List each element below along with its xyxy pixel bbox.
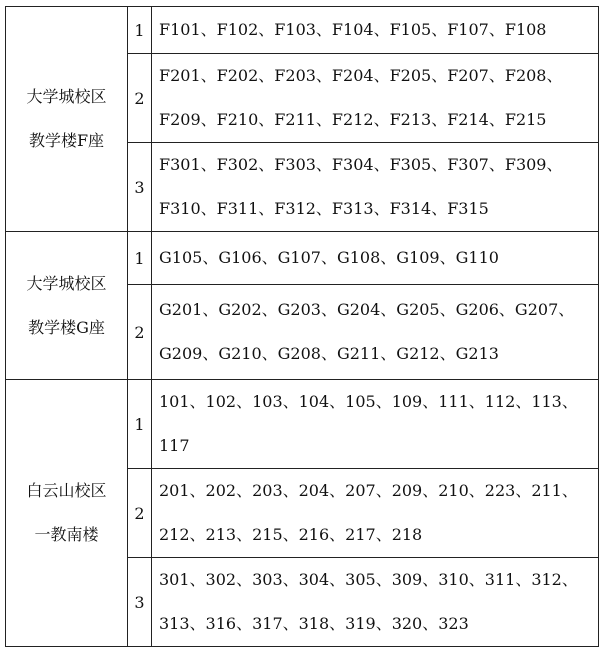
table-row	[6, 380, 599, 469]
room-list-line: 212、213、215、216、217、218	[159, 525, 423, 544]
room-list-line: 117	[159, 436, 190, 455]
building-cell	[6, 232, 128, 380]
room-list	[152, 143, 599, 232]
floor-number: 1	[128, 380, 152, 469]
table-row	[6, 232, 599, 285]
room-list-line: 101、102、103、104、105、109、111、112、113、	[159, 392, 578, 411]
campus-label: 大学城校区	[26, 87, 107, 106]
floor-number: 1	[128, 232, 152, 285]
room-list-line: F209、F210、F211、F212、F213、F214、F215	[159, 110, 547, 129]
floor-number: 3	[128, 143, 152, 232]
building-label: 一教南楼	[34, 525, 99, 544]
room-list	[152, 7, 599, 54]
room-list	[152, 558, 599, 647]
floor-number: 2	[128, 54, 152, 143]
building-cell	[6, 7, 128, 232]
room-list-line: G105、G106、G107、G108、G109、G110	[159, 248, 499, 267]
campus-label: 大学城校区	[26, 273, 107, 293]
room-list-line: G201、G202、G203、G204、G205、G206、G207、	[159, 300, 575, 319]
room-list-line: F101、F102、F103、F104、F105、F107、F108	[159, 20, 547, 39]
room-list	[152, 380, 599, 469]
floor-number: 2	[128, 469, 152, 558]
room-list-line: 313、316、317、318、319、320、323	[159, 614, 469, 633]
room-list-line: G209、G210、G208、G211、G212、G213	[159, 344, 499, 363]
building-label: 教学楼G座	[28, 317, 105, 337]
floor-number: 3	[128, 558, 152, 647]
room-list-line: F301、F302、F303、F304、F305、F307、F309、	[159, 155, 563, 174]
room-list-line: 301、302、303、304、305、309、310、311、312、	[159, 570, 578, 589]
building-label: 教学楼F座	[28, 131, 105, 150]
room-list-line: 201、202、203、204、207、209、210、223、211、	[159, 481, 578, 500]
floor-number: 1	[128, 7, 152, 54]
room-list-line: F201、F202、F203、F204、F205、F207、F208、	[159, 66, 563, 85]
room-list	[152, 469, 599, 558]
room-list-line: F310、F311、F312、F313、F314、F315	[159, 199, 489, 218]
room-list	[152, 285, 599, 380]
building-cell	[6, 380, 128, 647]
table-row	[6, 7, 599, 54]
room-list	[152, 54, 599, 143]
floor-number: 2	[128, 285, 152, 380]
room-list	[152, 232, 599, 285]
classroom-table	[5, 6, 599, 647]
campus-label: 白云山校区	[26, 481, 107, 500]
